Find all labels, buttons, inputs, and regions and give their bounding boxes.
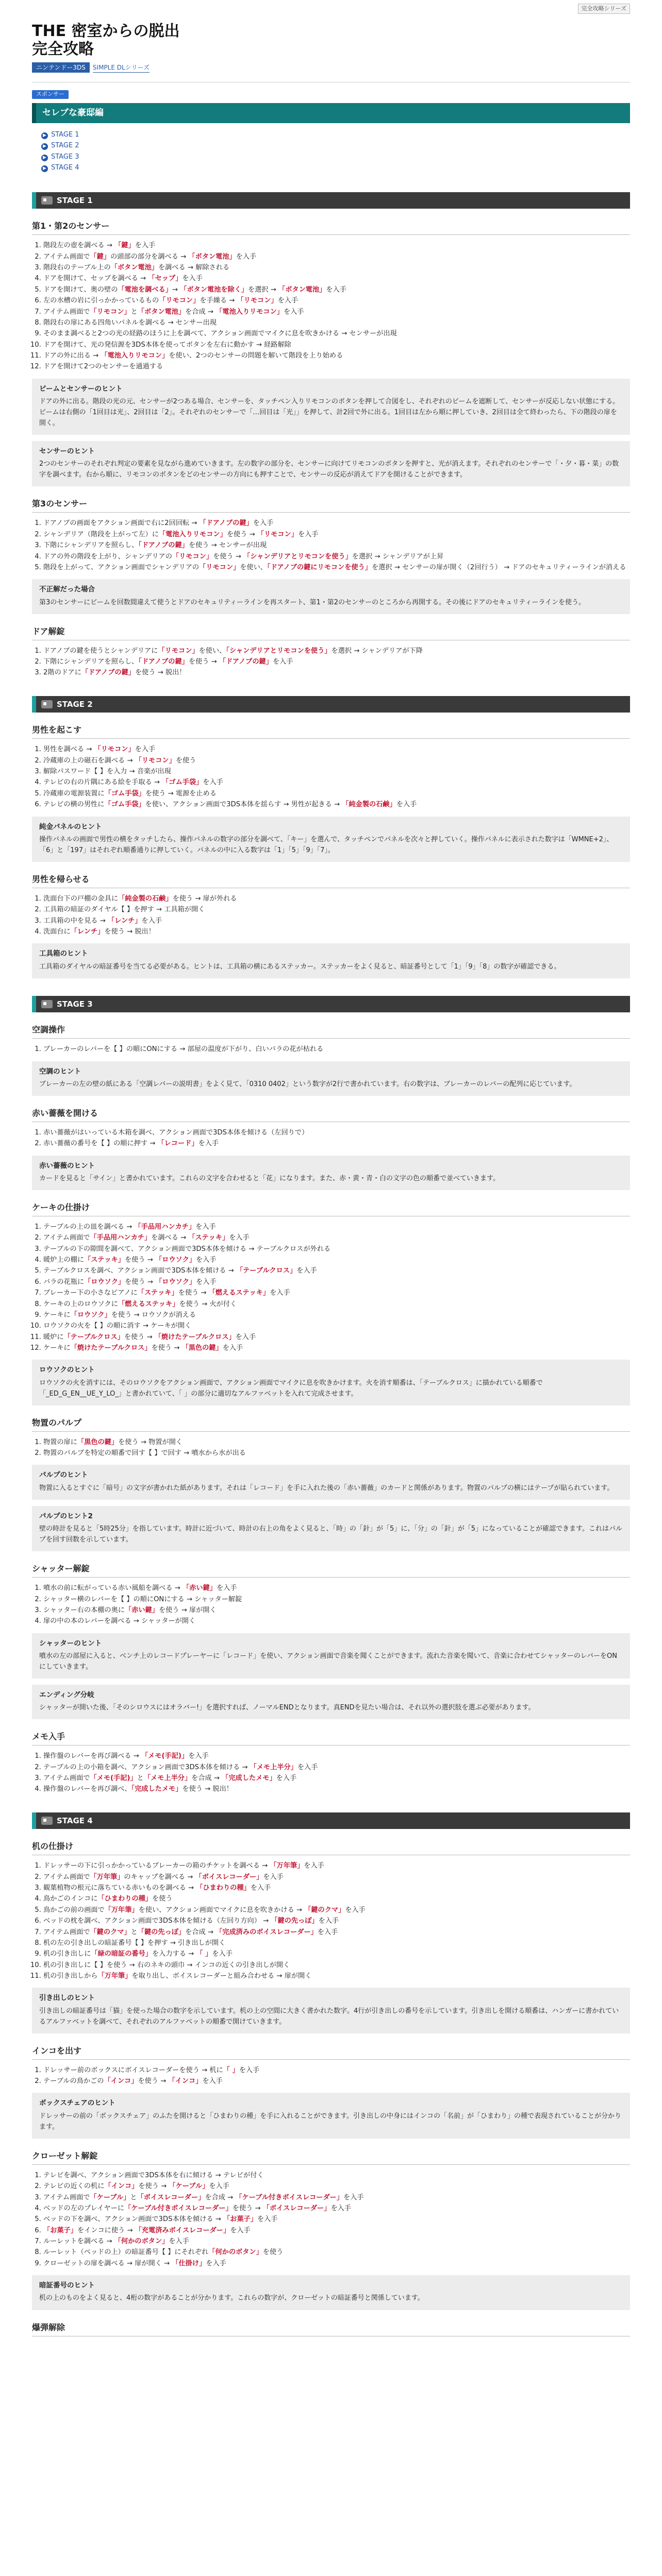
- hint-text: ドアの外に出る。階段の光の元、センサーが2つある場合、センサーを、タッチペン入りリモコンのボタンを押して合図をし、それぞれのビームを遮断して、センサーが反応しない状態にする。ビームは右側の「1回目は光」、2回目は「2」。それぞれのセンサーで「…回目は「光」」を押して、計2回で外に出る。1回目は左から順に押していき、2回目は全て終わったら、下の階段の扉を開く。: [39, 398, 620, 428]
- step-item: 5. テーブルクロスを調べ、アクション画面で3DS本体を傾ける → 「テーブルクロス」を入手: [43, 1265, 630, 1276]
- step-item: 2. テーブルの鳥かごの「インコ」を使う → 「インコ」を入手: [43, 2076, 630, 2087]
- item-name: 「インコ」: [104, 2182, 139, 2191]
- hint-title: 不正解だった場合: [39, 585, 95, 594]
- item-name: 「インコ」: [104, 2077, 138, 2086]
- hint-text: 2つのセンサーのそれぞれ判定の要素を見ながら進めていきます。左の数字の部分を、センサーに向けてリモコンのボタンを押すと、光が消えます。それぞれのセンサーで「・夕・暮・菜」の数字を調べます。右から順に、リモコンのボタンをどのセンサーの方向にも押すことで、センサーの反応が消えてドアを開けることができます。: [39, 460, 619, 479]
- item-name: 「ゴム手袋」: [104, 801, 145, 809]
- item-name: 「鍵のクマ」: [90, 1928, 131, 1936]
- step-list: [43, 646, 630, 679]
- subsection-title: 物置のパルプ: [32, 1417, 630, 1432]
- item-name: 「レコード」: [157, 1140, 198, 1148]
- subsection-title: インコを出す: [32, 2045, 630, 2060]
- step-item: 9. クローゼットの扉を調べる → 扉が開く → 「仕掛け」を入手: [43, 2258, 630, 2269]
- item-name: 「インコ」: [168, 2077, 203, 2086]
- item-name: 「ロウソク」: [84, 1278, 125, 1286]
- step-item: 4. ベッドの左のプレイヤーに「ケーブル付きボイスレコーダー」を使う → 「ボイスレコーダー」を入手: [43, 2203, 630, 2214]
- step-item: 2. 下階にシャンデリアを照らし、「ドアノブの鍵」を使う → 「ドアノブの鍵」を入手: [43, 656, 630, 667]
- item-name: 「ロウソク」: [70, 1311, 111, 1319]
- step-item: 5. 鳥かごの前の画面で「万年筆」を使い、アクション画面でマイクに息を吹きかける → 「鍵のクマ」を入手: [43, 1905, 630, 1916]
- item-name: 「ドアノブの鍵」: [138, 658, 189, 666]
- hint-text: シャッターが開いた後、「そのシロウスにはオラバー!」を選択すれば、ノーマルENDとなります。真ENDを見たい場合は、それ以外の選択肢を選ぶ必要があります。: [39, 1704, 535, 1712]
- item-name: 「ボイスレコーダー」: [195, 1873, 263, 1881]
- item-name: 「ドアノブの鍵」: [81, 669, 135, 677]
- series-tag[interactable]: SIMPLE DLシリーズ: [93, 63, 150, 73]
- step-item: 3. 工具箱の中を見る → 「レンチ」を入手: [43, 916, 630, 926]
- item-name: 「ケーブル」: [90, 2193, 130, 2201]
- step-item: 12. ケーキに「焼けたテーブルクロス」を使う → 「黒色の鍵」を入手: [43, 1343, 630, 1353]
- item-name: 「 」: [223, 2066, 239, 2074]
- step-item: 2. 赤い薔薇の番号を【 】の順に押す → 「レコード」を入手: [43, 1138, 630, 1149]
- game-icon: [41, 700, 53, 708]
- item-name: 「完成したメモ」: [131, 1785, 183, 1793]
- stage-3-header: [32, 996, 630, 1013]
- item-name: 「ゴム手袋」: [104, 789, 145, 798]
- step-list: [43, 744, 630, 810]
- table-of-contents: [32, 123, 630, 175]
- hint-box: [32, 1633, 630, 1679]
- step-list: [43, 2170, 630, 2269]
- item-name: 「ケーブル付きボイスレコーダー」: [235, 2193, 344, 2201]
- step-item: 11. 机の引き出しから「万年筆」を取り出し、ボイスレコーダーと組み合わせる → 扉が開く: [43, 1971, 630, 1981]
- item-name: 「鍵の先っぽ」: [271, 1917, 319, 1925]
- series-link[interactable]: 完全攻略シリーズ: [578, 4, 630, 14]
- item-name: 「リモコン」: [135, 756, 176, 765]
- step-item: 2. アイテム画面で「鍵」の頭部の部分を調べる → 「ボタン電池」を入手: [43, 251, 630, 262]
- stage-4-header: [32, 1812, 630, 1829]
- hint-text: 机の上のものをよく見ると、4桁の数字があることが分かります。これらの数字が、クローゼットの暗証番号と関係しています。: [39, 2294, 424, 2302]
- item-name: 「黒色の鍵」: [181, 1344, 223, 1352]
- item-name: 「鍵のクマ」: [304, 1906, 345, 1914]
- item-name: 「赤い鍵」: [125, 1606, 159, 1614]
- step-item: 2. 工具箱の暗証のダイヤル【 】を押す → 工具箱が開く: [43, 904, 630, 915]
- item-name: 「何かのボタン」: [208, 2248, 263, 2257]
- toc-link-stage-3[interactable]: ▶ STAGE 3: [41, 151, 621, 162]
- step-item: 5. ベッドの下を調べ、アクション画面で3DS本体を傾ける → 「お菓子」を入手: [43, 2214, 630, 2225]
- item-name: 「シャンデリアとリモコンを使う」: [243, 552, 352, 561]
- step-item: 1. 噴水の前に転がっている赤い風船を調べる → 「赤い鍵」を入手: [43, 1583, 630, 1594]
- item-name: 「リモコン」: [257, 530, 298, 538]
- hint-text: 物置に入るとすぐに「暗号」の文字が書かれた紙があります。それは「レコード」を手に入れた後の「赤い薔薇」のカードと関係があります。物置のパルプの横にはテープが貼られています。: [39, 1484, 614, 1492]
- item-name: 「赤い鍵」: [183, 1584, 217, 1592]
- hint-box: [32, 1506, 630, 1551]
- step-item: 1. 男性を調べる → 「リモコン」を入手: [43, 744, 630, 755]
- item-name: 「レンチ」: [70, 928, 105, 936]
- title-line-2: 完全攻略: [32, 40, 94, 58]
- subtitle-line: [32, 62, 630, 73]
- item-name: 「燃えるステッキ」: [118, 1300, 179, 1308]
- item-name: 「メモ上半分」: [143, 1774, 192, 1783]
- item-name: 「燃えるステッキ」: [208, 1289, 270, 1297]
- step-item: 3. 階段右のテーブル上の「ボタン電池」を調べる → 解除される: [43, 262, 630, 273]
- item-name: 「ドアノブの鍵」: [219, 658, 273, 666]
- step-item: 4. 暖炉上の棚に「ステッキ」を使う → 「ロウソク」を入手: [43, 1255, 630, 1265]
- step-item: 4. テレビの右の片隅にある絵を手取る → 「ゴム手袋」を入手: [43, 777, 630, 788]
- item-name: 「万年筆」: [90, 1873, 124, 1881]
- step-list: [43, 1860, 630, 1981]
- step-item: 1. 洗面台下の戸棚の金具に「純金製の石鹸」を使う → 扉が外れる: [43, 893, 630, 904]
- item-name: 「黒色の鍵」: [77, 1438, 119, 1446]
- item-name: 「鍵の先っぽ」: [137, 1928, 186, 1936]
- item-name: 「ロウソク」: [155, 1256, 196, 1264]
- step-item: 2. シャンデリア（階段を上がって左）に「電池入りリモコン」を使う → 「リモコン」を入手: [43, 529, 630, 540]
- item-name: 「手品用ハンカチ」: [90, 1234, 152, 1242]
- subsection-title: 第3のセンサー: [32, 498, 630, 513]
- sponsor-chip: スポンサー: [32, 90, 69, 99]
- toc-link-stage-1[interactable]: ▶ STAGE 1: [41, 129, 621, 140]
- hint-title: 工具箱のヒント: [39, 950, 88, 958]
- item-name: 「ドアノブの鍵」: [138, 541, 189, 550]
- subsection-title: 第1・第2のセンサー: [32, 220, 630, 235]
- subsection-title: メモ入手: [32, 1731, 630, 1745]
- step-item: 1. ドアノブの画面をアクション画面で右に2回回転 → 「ドアノブの鍵」を入手: [43, 518, 630, 529]
- item-name: 「ボイスレコーダー」: [137, 2193, 205, 2201]
- step-list: [43, 1044, 630, 1055]
- step-item: 3. 観葉植物の根元に落ちている赤いものを調べる → 「ひまわりの種」を入手: [43, 1883, 630, 1893]
- step-item: 4. ドアを開けて、セッブを調べる → 「セッブ」を入手: [43, 273, 630, 284]
- game-icon: [41, 196, 53, 205]
- item-name: 「万年筆」: [97, 1972, 132, 1980]
- platform-tag[interactable]: ニンテンドー3DS: [32, 62, 90, 73]
- step-item: 2. アイテム画面で「万年筆」のキャップを調べる → 「ボイスレコーダー」を入手: [43, 1872, 630, 1883]
- step-item: 2. テレビの近くの机に「インコ」を使う → 「ケーブル」を入手: [43, 2181, 630, 2192]
- item-name: 「ボタン電池」: [110, 264, 158, 272]
- item-name: 「リモコン」: [237, 297, 278, 305]
- hint-title: シャッターのヒント: [39, 1639, 102, 1648]
- step-item: 7. ルーレットを調べる → 「何かのボタン」を入手: [43, 2236, 630, 2247]
- step-item: 10. ドアを開けて、光の発信源を3DS本体を使ってボタンを左右に動かす → 経路解除: [43, 340, 630, 350]
- step-item: 8. ケーキの上のロウソクに「燃えるステッキ」を使う → 火が付く: [43, 1299, 630, 1310]
- page-title: [32, 23, 630, 58]
- item-name: 「ひまわりの種」: [97, 1895, 152, 1903]
- item-name: 「鍵」: [114, 242, 135, 250]
- item-name: 「お菓子」: [223, 2215, 257, 2224]
- step-list: [43, 518, 630, 573]
- step-list: [43, 2065, 630, 2087]
- hint-box: [32, 943, 630, 978]
- hint-box: [32, 1988, 630, 2033]
- item-name: 「電池入りリモコン」: [158, 530, 227, 538]
- step-item: 1. ブレーカーのレバーを【 】の順にONにする → 部屋の温度が下がり、白いバラの花が枯れる: [43, 1044, 630, 1055]
- hint-box: [32, 1360, 630, 1405]
- item-name: 「シャンデリアとリモコンを使う」: [226, 647, 332, 655]
- title-line-1: THE 密室からの脱出: [32, 22, 180, 40]
- step-item: 9. 机の引き出しに「緑の暗証の番号」を入力する → 「 」を入手: [43, 1948, 630, 1959]
- section-heading: セレブな豪邸編: [32, 103, 630, 124]
- top-bar: [32, 0, 630, 18]
- step-item: 6. バラの花瓶に「ロウソク」を使う → 「ロウソク」を入手: [43, 1277, 630, 1287]
- subsection-title: 机の仕掛け: [32, 1840, 630, 1855]
- hint-title: ロウソクのヒント: [39, 1366, 95, 1375]
- hint-title: ボックスチェアのヒント: [39, 2099, 115, 2108]
- item-name: 「ステッキ」: [137, 1289, 178, 1297]
- step-item: 5. 階段を上がって、アクション画面でシャンデリアの「リモコン」を使い、「ドアノブの鍵にリモコンを使う」を選択 → センサーの扉が開く（2回行う） → ドアのセキュリティーラインが消える: [43, 562, 630, 573]
- hint-text: 第3のセンサーにビームを回数間違えて使うとドアのセキュリティーラインを再スタート、第1・第2のセンサーのところから再開する。その後にドアのセキュリティーラインを使う。: [39, 598, 585, 606]
- subsection-title: 男性を帰らせる: [32, 873, 630, 888]
- step-item: 4. 鳥かごのインコに「ひまわりの種」を使う: [43, 1893, 630, 1904]
- step-item: 2. シャッター横のレバーを【 】の順にONにする → シャッター解錠: [43, 1594, 630, 1605]
- step-item: 7. アイテム画面で「鍵のクマ」と「鍵の先っぽ」を合成 → 「完成済みのボイスレコーダー」を入手: [43, 1927, 630, 1938]
- step-item: 8. 階段右の扉にある四角いパネルを調べる → センサー出現: [43, 317, 630, 328]
- step-list: [43, 1222, 630, 1354]
- item-name: 「焼けたテーブルクロス」: [70, 1344, 152, 1352]
- step-list: [43, 1127, 630, 1149]
- item-name: 「ロウソク」: [155, 1278, 196, 1286]
- toc-link-stage-4[interactable]: ▶ STAGE 4: [41, 162, 621, 173]
- hint-text: 壁の時計を見ると「5時25分」を指しています。時計に近づいて、時計の右上の角をよく見ると、「時」の「針」が「5」に、「分」の「針」が「5」になっていることが確認できます。これはパルプを回す回数を示しています。: [39, 1525, 623, 1544]
- step-item: 1. 操作盤のレバーを再び調べる → 「メモ(手記)」を入手: [43, 1751, 630, 1761]
- step-item: 4. 洗面台に「レンチ」を使う → 脱出！: [43, 926, 630, 937]
- step-item: 1. 赤い薔薇がはいっている木箱を調べ、アクション画面で3DS本体を傾ける（左回りで）: [43, 1127, 630, 1138]
- step-item: 1. ドレッサー前のボックスにボイスレコーダーを使う → 机に「 」を入手: [43, 2065, 630, 2076]
- game-icon: [41, 1000, 53, 1008]
- hint-box: [32, 1685, 630, 1719]
- subsection-title: ケーキの仕掛け: [32, 1201, 630, 1216]
- hint-title: パルプのヒント2: [39, 1512, 93, 1520]
- hint-text: 噴水の左の部屋に入ると、ベンチ上のレコードプレーヤーに「レコード」を使い、アクション画面で音楽を聞くことができます。流れた音楽を聞いて、音楽に合わせてシャッターのレバーをONにしていきます。: [39, 1652, 617, 1671]
- item-name: 「完成したメモ」: [222, 1774, 276, 1783]
- item-name: 「メモ(手記)」: [90, 1774, 137, 1783]
- step-list: [43, 1751, 630, 1795]
- item-name: 「 」: [196, 1950, 212, 1958]
- item-name: 「電池入りリモコン」: [216, 308, 284, 316]
- title-block: [32, 23, 630, 73]
- hint-title: センサーのヒント: [39, 447, 95, 456]
- step-item: 9. ケーキに「ロウソク」を使う → ロウソクが消える: [43, 1310, 630, 1320]
- toc-link-stage-2[interactable]: ▶ STAGE 2: [41, 140, 621, 151]
- item-name: 「完成済みのボイスレコーダー」: [216, 1928, 318, 1936]
- item-name: 「電池を調べる」: [118, 285, 172, 294]
- item-name: 「ドアノブの鍵にリモコンを使う」: [267, 563, 372, 571]
- stage-label: STAGE 3: [57, 999, 93, 1009]
- step-item: 10. 机の引き出しに【 】を使う → 右のネキの頭巾 → インコの近くの引き出しが開く: [43, 1960, 630, 1971]
- item-name: 「リモコン」: [172, 552, 213, 561]
- step-item: 1. 物置の扉に「黒色の鍵」を使う → 物置が開く: [43, 1437, 630, 1448]
- item-name: 「ボイスレコーダー」: [262, 2204, 331, 2212]
- hint-title: パルプのヒント: [39, 1471, 88, 1480]
- step-item: 6. ベッドの枕を調べ、アクション画面で3DS本体を傾ける（左回り方向） → 「鍵の先っぽ」を入手: [43, 1916, 630, 1926]
- hint-text: 操作パネルの画面で男性の横をタッチしたら、操作パネルの数字の部分を調べて、「キー」を選んで、タッチペンでパネルを次々と押していく。操作パネルに表示された数字は「WMNE+2」、「6」と「197」はそれぞれ順番通りに押していく。パネルの中に入る数字は「1」「5」「9」「7」。: [39, 835, 614, 854]
- item-name: 「ケーブル付きボイスレコーダー」: [124, 2204, 233, 2212]
- hint-text: ドレッサーの前の「ボックスチェア」のふたを開けると「ひまわりの種」を手に入れることができます。引き出しの中身にはインコの「名前」が「ひまわり」の種で表現されていることが分かります。: [39, 2112, 622, 2131]
- hint-title: エンディング分岐: [39, 1690, 94, 1699]
- hint-text: ロウソクの火を消すには、そのロウソクをアクション画面で、アクション画面でマイクに息を吹きかけます。火を消す順番は、「テーブルクロス」に描かれている順番で「_ED_G_EN__UE_Y_LO_」と書かれていて、「 」の部分に適切なアルファベットを入れて完成させます。: [39, 1379, 543, 1398]
- step-item: 4. 扉の中の本のレバーを調べる → シャッターが開く: [43, 1616, 630, 1626]
- step-item: 11. ドアの外に出る → 「電池入りリモコン」を使い、2つのセンサーの問題を解いて階段を上り始める: [43, 350, 630, 361]
- hint-text: カードを見ると「サイン」と書かれています。これらの文字を合わせると「花」になります。また、赤・黄・青・白の文字の色の順番で並べていきます。: [39, 1174, 500, 1182]
- hint-text: ブレーカーの左の壁の紙にある「空調レバーの説明書」をよく見て、「0310 0402」という数字が2行で書かれています。右の数字は、ブレーカーのレバーの配列に応じています。: [39, 1080, 576, 1088]
- hint-box: [32, 379, 630, 435]
- hint-box: [32, 1156, 630, 1190]
- step-item: 1. ドレッサーの下に引っかかっているブレーカーの箱のチケットを調べる → 「万年筆」を入手: [43, 1860, 630, 1871]
- step-item: 2. テーブルの上の小箱を調べ、アクション画面で3DS本体を傾ける → 「メモ上半分」を入手: [43, 1762, 630, 1773]
- item-name: 「焼けたテーブルクロス」: [154, 1333, 236, 1341]
- step-item: 1. テーブルの上の皿を調べる → 「手品用ハンカチ」を入手: [43, 1222, 630, 1232]
- item-name: 「純金製の石鹸」: [118, 894, 173, 903]
- step-item: 2. 冷蔵庫の上の磁石を調べる → 「リモコン」を使う: [43, 755, 630, 766]
- step-item: 3. アイテム画面で「ケーブル」と「ボイスレコーダー」を合成 → 「ケーブル付きボイスレコーダー」を入手: [43, 2192, 630, 2203]
- hint-box: [32, 2275, 630, 2310]
- hint-title: 暗証番号のヒント: [39, 2281, 95, 2290]
- stage-2-header: [32, 696, 630, 713]
- step-item: 1. 階段左の壺を調べる → 「鍵」を入手: [43, 240, 630, 251]
- item-name: 「緑の暗証の番号」: [91, 1950, 152, 1958]
- item-name: 「手品用ハンカチ」: [134, 1223, 196, 1231]
- game-icon: [41, 1817, 53, 1825]
- item-name: 「メモ(手記)」: [141, 1752, 189, 1760]
- step-item: 4. 操作盤のレバーを再び調べ、「完成したメモ」を使う → 脱出！: [43, 1784, 630, 1794]
- item-name: 「リモコン」: [90, 308, 131, 316]
- hint-title: 赤い薔薇のヒント: [39, 1161, 95, 1170]
- item-name: 「充電済みボイスレコーダー」: [135, 2226, 230, 2234]
- subsection-title: 男性を起こす: [32, 724, 630, 739]
- hint-text: 工具箱のダイヤルの暗証番号を当てる必要がある。ヒントは、工具箱の横にあるステッカー。ステッカーをよく見ると、暗証番号として「1」「9」「8」の数字が確認できる。: [39, 962, 561, 971]
- item-name: 「万年筆」: [104, 1906, 139, 1914]
- step-item: 1. ドアノブの鍵を使うとシャンデリアに「リモコン」を使い、「シャンデリアとリモコンを使う」を選択 → シャンデリアが下降: [43, 646, 630, 656]
- item-name: 「ステッキ」: [188, 1234, 229, 1242]
- item-name: 「何かのボタン」: [114, 2238, 169, 2246]
- step-item: 6. 左の水槽の岩に引っかかっているもの「リモコン」を手繰る → 「リモコン」を入手: [43, 295, 630, 306]
- item-name: 「レンチ」: [107, 917, 142, 925]
- step-list: [43, 240, 630, 372]
- step-list: [43, 893, 630, 938]
- step-item: 8. ルーレット（ベッドの上）の暗証番号【 】にそれぞれ「何かのボタン」を使う: [43, 2247, 630, 2258]
- item-name: 「電池入りリモコン」: [101, 352, 169, 360]
- step-item: 3. アイテム画面で「メモ(手記)」と「メモ上半分」を合成 → 「完成したメモ」を入手: [43, 1773, 630, 1784]
- item-name: 「ゴム手袋」: [162, 778, 203, 787]
- hint-title: 空調のヒント: [39, 1067, 81, 1076]
- step-item: 9. そのまま調べると2つの光の経路のほうに上を調べて、アクション画面でマイクに息を吹きかける → センサーが出現: [43, 328, 630, 339]
- item-name: 「鍵」: [90, 252, 111, 261]
- item-name: 「ボタン電池を除く」: [180, 285, 249, 294]
- step-item: 2. アイテム画面で「手品用ハンカチ」を調べる → 「ステッキ」を入手: [43, 1232, 630, 1243]
- item-name: 「ドアノブの鍵」: [199, 519, 253, 528]
- item-name: 「お菓子」: [43, 2226, 77, 2234]
- step-item: 3. 解除パスワード【 】を入力 → 音楽が出現: [43, 766, 630, 777]
- step-item: 5. 冷蔵庫の電源装置に「ゴム手袋」を使う → 電源を止める: [43, 788, 630, 799]
- step-item: 7. ブレーカー下の小さなピアノに「ステッキ」を使う → 「燃えるステッキ」を入手: [43, 1287, 630, 1298]
- hint-text: 引き出しの暗証番号は「猫」を使った場合の数字を示しています。机の上の空間に大きく書かれた数字。4行が引き出しの番号を示しています。引き出しを開ける順番は、ハンガーに書かれているアルファベットを調べて、それぞれのアルファベットの順番で開けていきます。: [39, 2007, 619, 2026]
- item-name: 「リモコン」: [159, 297, 200, 305]
- hint-box: [32, 441, 630, 486]
- step-item: 5. ドアを開けて、奥の壁の「電池を調べる」→ 「ボタン電池を除く」を選択 → 「ボタン電池」を入手: [43, 284, 630, 295]
- item-name: 「万年筆」: [270, 1862, 304, 1870]
- step-item: 3. テーブルの下の隙間を調べて、アクション画面で3DS本体を傾ける → テーブルクロスが外れる: [43, 1244, 630, 1255]
- hint-title: ビームとセンサーのヒント: [39, 384, 123, 393]
- step-item: 2. 物置のバルブを特定の順番で回す【 】で回す → 噴水から水が出る: [43, 1448, 630, 1459]
- step-item: 10. ロウソクの火を【 】の順に消す → ケーキが開く: [43, 1320, 630, 1331]
- step-item: 3. 下階にシャンデリアを照らし、「ドアノブの鍵」を使う → センサーが出現: [43, 540, 630, 551]
- hint-title: 引き出しのヒント: [39, 1994, 95, 2003]
- item-name: 「メモ上半分」: [250, 1763, 297, 1771]
- subsection-title: ドア解錠: [32, 625, 630, 640]
- step-list: [43, 1583, 630, 1627]
- item-name: 「ボタン電池」: [278, 285, 326, 294]
- subsection-title: クローゼット解錠: [32, 2150, 630, 2165]
- item-name: 「ステッキ」: [84, 1256, 125, 1264]
- subsection-title: 爆弾解除: [32, 2321, 630, 2336]
- stage-label: STAGE 2: [57, 699, 93, 709]
- step-item: 6. 「お菓子」をインコに使う → 「充電済みボイスレコーダー」を入手: [43, 2225, 630, 2236]
- stage-1-header: [32, 192, 630, 209]
- step-item: 7. アイテム画面で「リモコン」と「ボタン電池」を合成 → 「電池入りリモコン」を入手: [43, 307, 630, 317]
- step-item: 8. 机の左の引き出しの暗証番号【 】を押す → 引き出しが開く: [43, 1938, 630, 1948]
- subsection-title: 赤い薔薇を開ける: [32, 1107, 630, 1122]
- step-item: 11. 暖炉に「テーブルクロス」を使う → 「焼けたテーブルクロス」を入手: [43, 1332, 630, 1343]
- item-name: 「ケーブル」: [169, 2182, 209, 2191]
- item-name: 「セッブ」: [148, 275, 183, 283]
- hint-box: [32, 579, 630, 614]
- item-name: 「リモコン」: [158, 647, 199, 655]
- item-name: 「ボタン電池」: [137, 308, 186, 316]
- item-name: 「純金製の石鹸」: [342, 801, 396, 809]
- hint-title: 純金パネルのヒント: [39, 822, 102, 831]
- item-name: 「仕掛け」: [172, 2259, 206, 2267]
- item-name: 「テーブルクロス」: [236, 1267, 297, 1275]
- subsection-title: 空調操作: [32, 1024, 630, 1039]
- step-item: 12. ドアを開けて2つのセンサーを通過する: [43, 361, 630, 372]
- item-name: 「リモコン」: [94, 745, 135, 754]
- item-name: 「ボタン電池」: [188, 252, 236, 261]
- hint-box: [32, 2093, 630, 2138]
- hint-box: [32, 817, 630, 862]
- step-item: 3. シャッター右の本棚の奥に「赤い鍵」を使う → 扉が開く: [43, 1605, 630, 1616]
- item-name: 「リモコン」: [199, 563, 240, 571]
- step-item: 4. ドアの外の階段を上がり、シャンデリアの「リモコン」を使う → 「シャンデリアとリモコンを使う」を選択 → シャンデリアが上昇: [43, 551, 630, 562]
- stage-label: STAGE 1: [57, 195, 93, 205]
- step-list: [43, 1437, 630, 1459]
- step-item: 3. 2階のドアに「ドアノブの鍵」を使う → 脱出！: [43, 667, 630, 678]
- hint-box: [32, 1465, 630, 1499]
- stage-label: STAGE 4: [57, 1816, 93, 1825]
- subsection-title: シャッター解錠: [32, 1563, 630, 1578]
- step-item: 1. テレビを調べ、アクション画面で3DS本体を右に傾ける → テレビが付く: [43, 2170, 630, 2181]
- item-name: 「テーブルクロス」: [63, 1333, 124, 1341]
- hint-box: [32, 1061, 630, 1096]
- item-name: 「ひまわりの種」: [196, 1884, 251, 1892]
- step-item: 6. テレビの横の男性に「ゴム手袋」を使い、アクション画面で3DS本体を揺らす → 男性が起きる → 「純金製の石鹸」を入手: [43, 799, 630, 810]
